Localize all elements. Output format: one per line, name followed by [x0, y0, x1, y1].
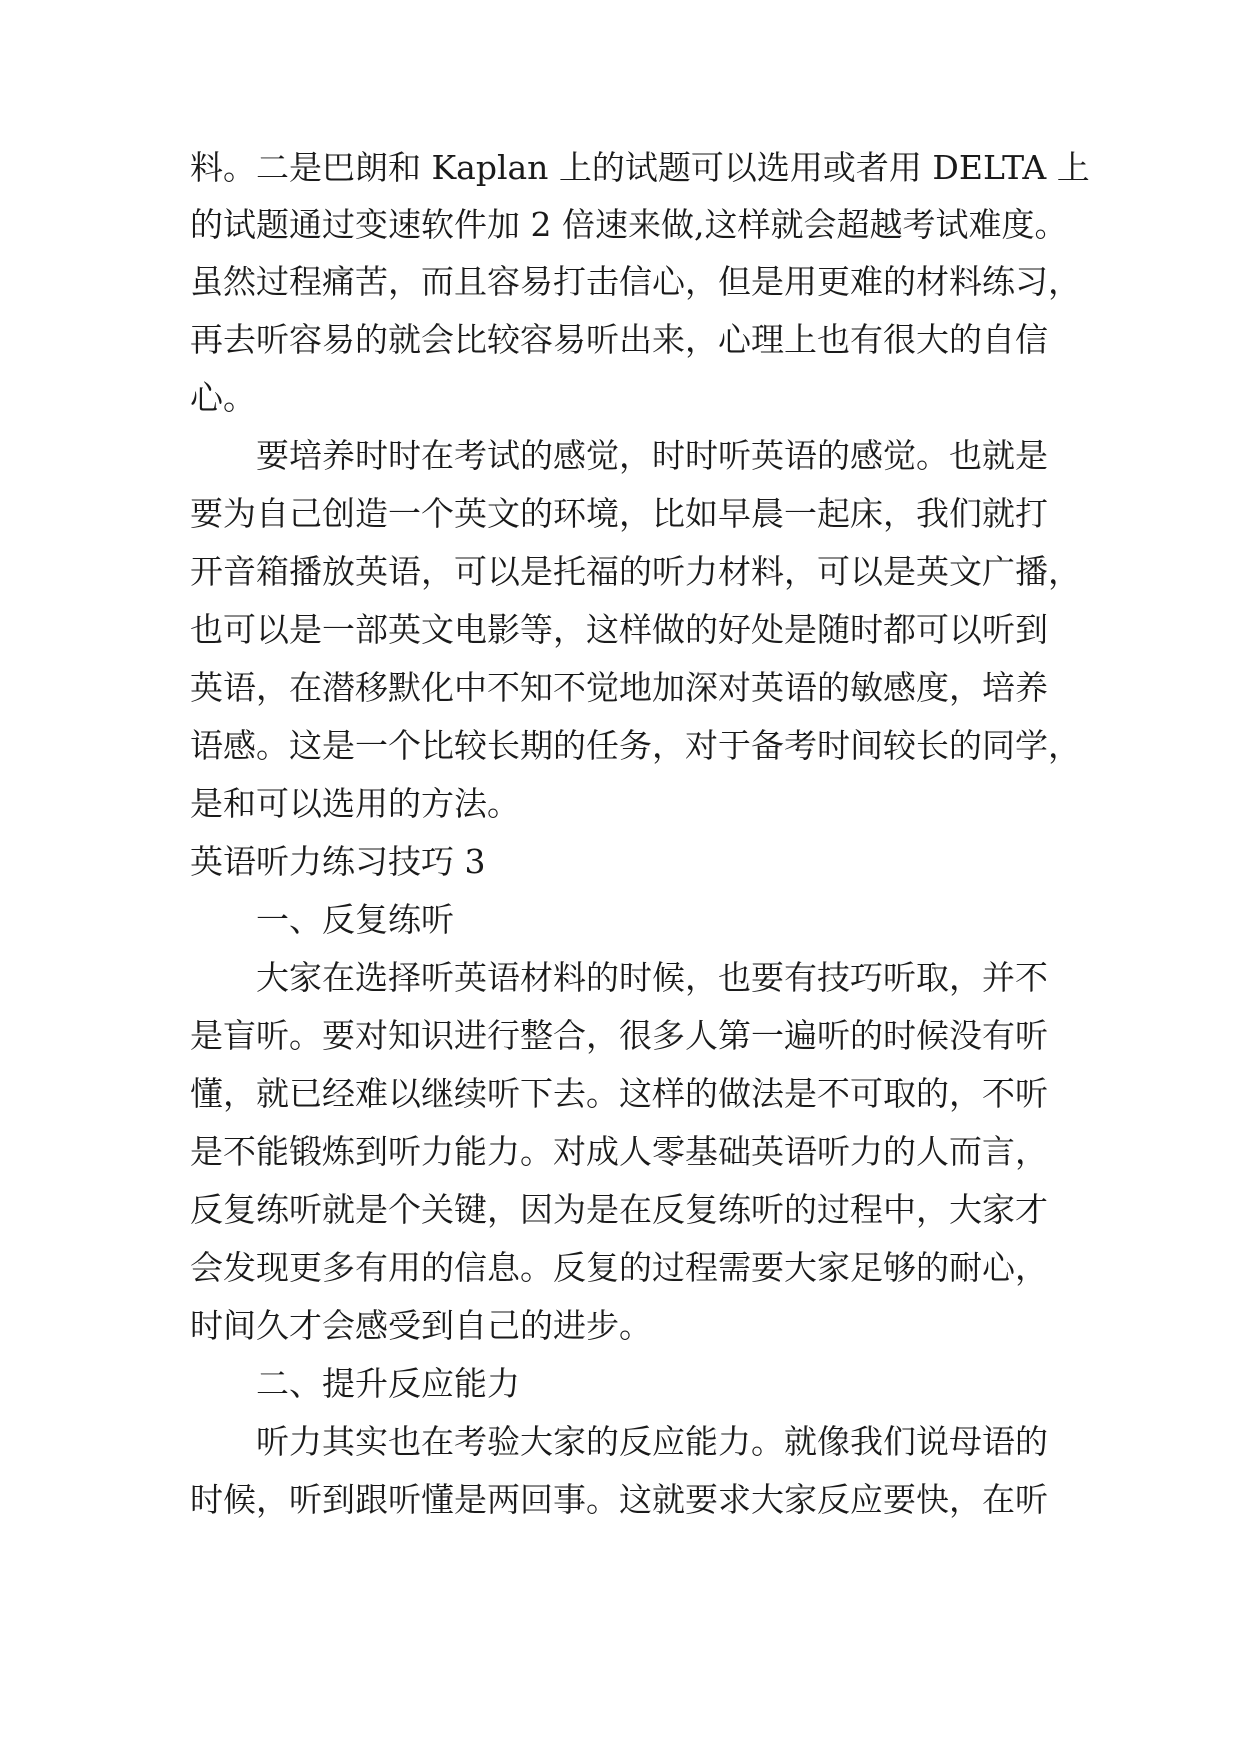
section-title: 英语听力练习技巧 3 [190, 842, 486, 881]
paragraph-2-line-1: 要培养时时在考试的感觉，时时听英语的感觉。也就是 [256, 436, 1048, 475]
heading-1: 一、反复练听 [256, 900, 454, 939]
paragraph-3-line-5: 反复练听就是个关键，因为是在反复练听的过程中，大家才 [190, 1190, 1048, 1229]
paragraph-1-line-5: 心。 [190, 378, 256, 417]
paragraph-3-line-4: 是不能锻炼到听力能力。对成人零基础英语听力的人而言， [190, 1132, 1048, 1171]
paragraph-2-line-5: 英语，在潜移默化中不知不觉地加深对英语的敏感度，培养 [190, 668, 1048, 707]
paragraph-1-line-4: 再去听容易的就会比较容易听出来，心理上也有很大的自信 [190, 320, 1048, 359]
paragraph-2-line-3: 开音箱播放英语，可以是托福的听力材料，可以是英文广播， [190, 552, 1081, 591]
heading-2: 二、提升反应能力 [256, 1364, 520, 1403]
paragraph-1-line-1: 料。二是巴朗和 Kaplan 上的试题可以选用或者用 DELTA 上 [190, 148, 1090, 187]
paragraph-2-line-6: 语感。这是一个比较长期的任务，对于备考时间较长的同学， [190, 726, 1081, 765]
paragraph-3-line-3: 懂，就已经难以继续听下去。这样的做法是不可取的，不听 [190, 1074, 1048, 1113]
paragraph-4-line-1: 听力其实也在考验大家的反应能力。就像我们说母语的 [256, 1422, 1048, 1461]
paragraph-2-line-2: 要为自己创造一个英文的环境，比如早晨一起床，我们就打 [190, 494, 1048, 533]
paragraph-3-line-7: 时间久才会感受到自己的进步。 [190, 1306, 652, 1345]
paragraph-3-line-2: 是盲听。要对知识进行整合，很多人第一遍听的时候没有听 [190, 1016, 1048, 1055]
paragraph-2-line-4: 也可以是一部英文电影等，这样做的好处是随时都可以听到 [190, 610, 1048, 649]
paragraph-1-line-2: 的试题通过变速软件加 2 倍速来做,这样就会超越考试难度。 [190, 205, 1068, 244]
paragraph-4-line-2: 时候，听到跟听懂是两回事。这就要求大家反应要快，在听 [190, 1480, 1048, 1519]
paragraph-3-line-6: 会发现更多有用的信息。反复的过程需要大家足够的耐心， [190, 1248, 1048, 1287]
paragraph-2-line-7: 是和可以选用的方法。 [190, 784, 520, 823]
paragraph-3-line-1: 大家在选择听英语材料的时候，也要有技巧听取，并不 [256, 958, 1048, 997]
paragraph-1-line-3: 虽然过程痛苦，而且容易打击信心，但是用更难的材料练习， [190, 262, 1081, 301]
